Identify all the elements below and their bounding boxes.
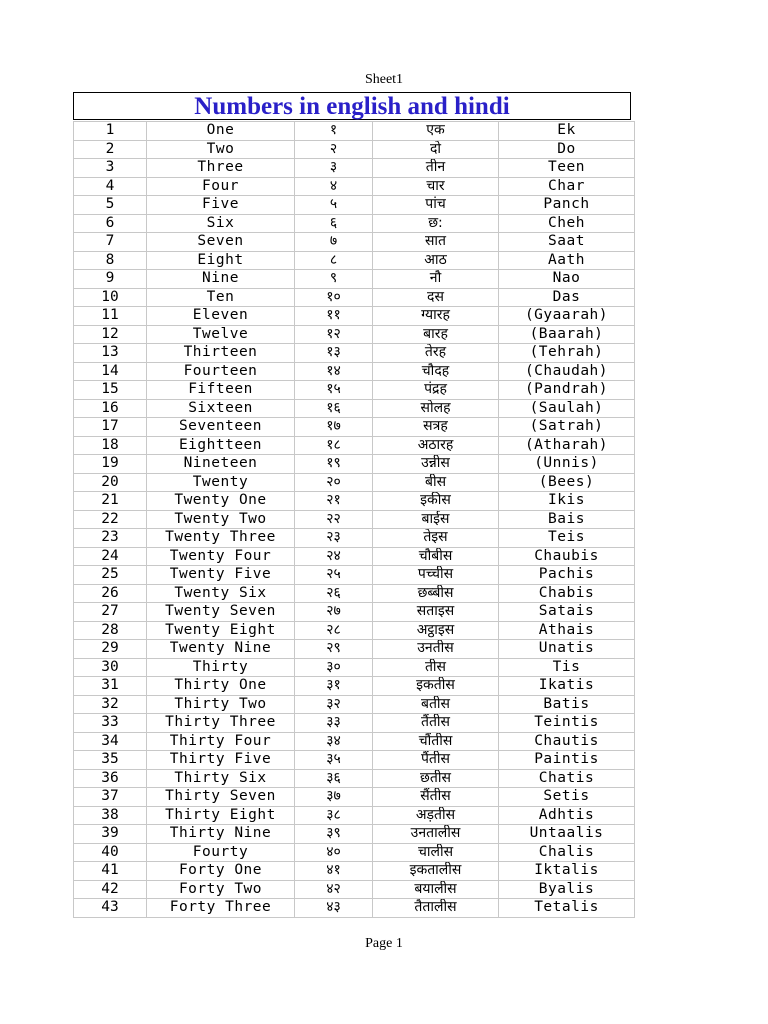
english-word-cell: Thirty Four <box>147 732 295 751</box>
hindi-word-cell: सोलह <box>373 399 499 418</box>
hindi-word-cell: अट्ठाइस <box>373 621 499 640</box>
devanagari-digit-cell: ११ <box>295 307 373 326</box>
table-row <box>74 159 635 178</box>
devanagari-digit-cell: ६ <box>295 214 373 233</box>
english-word-cell: Fourteen <box>147 362 295 381</box>
transliteration-cell: (Baarah) <box>499 325 635 344</box>
english-word-cell: Thirty Seven <box>147 788 295 807</box>
transliteration-cell: Untaalis <box>499 825 635 844</box>
number-cell: 18 <box>74 436 147 455</box>
hindi-word-cell: इकतीस <box>373 677 499 696</box>
transliteration-cell: Pachis <box>499 566 635 585</box>
hindi-word-cell: उनतीस <box>373 640 499 659</box>
table-row <box>74 714 635 733</box>
english-word-cell: Seventeen <box>147 418 295 437</box>
table-row <box>74 362 635 381</box>
hindi-word-cell: दस <box>373 288 499 307</box>
table-row <box>74 381 635 400</box>
table-row <box>74 547 635 566</box>
number-cell: 25 <box>74 566 147 585</box>
transliteration-cell: Setis <box>499 788 635 807</box>
english-word-cell: One <box>147 122 295 141</box>
devanagari-digit-cell: २४ <box>295 547 373 566</box>
number-cell: 2 <box>74 140 147 159</box>
transliteration-cell: (Saulah) <box>499 399 635 418</box>
transliteration-cell: Aath <box>499 251 635 270</box>
transliteration-cell: Unatis <box>499 640 635 659</box>
english-word-cell: Forty Two <box>147 880 295 899</box>
devanagari-digit-cell: १४ <box>295 362 373 381</box>
number-cell: 19 <box>74 455 147 474</box>
number-cell: 20 <box>74 473 147 492</box>
devanagari-digit-cell: १२ <box>295 325 373 344</box>
devanagari-digit-cell: २६ <box>295 584 373 603</box>
transliteration-cell: Tis <box>499 658 635 677</box>
devanagari-digit-cell: २१ <box>295 492 373 511</box>
devanagari-digit-cell: ३२ <box>295 695 373 714</box>
table-row <box>74 695 635 714</box>
english-word-cell: Twenty Eight <box>147 621 295 640</box>
table-row <box>74 658 635 677</box>
number-cell: 24 <box>74 547 147 566</box>
table-row <box>74 751 635 770</box>
transliteration-cell: Chalis <box>499 843 635 862</box>
table-row <box>74 899 635 918</box>
number-cell: 21 <box>74 492 147 511</box>
number-cell: 7 <box>74 233 147 252</box>
number-cell: 27 <box>74 603 147 622</box>
english-word-cell: Twenty Nine <box>147 640 295 659</box>
transliteration-cell: Saat <box>499 233 635 252</box>
english-word-cell: Fifteen <box>147 381 295 400</box>
table-row <box>74 399 635 418</box>
hindi-word-cell: इकतालीस <box>373 862 499 881</box>
transliteration-cell: (Satrah) <box>499 418 635 437</box>
devanagari-digit-cell: ४१ <box>295 862 373 881</box>
table-row <box>74 455 635 474</box>
table-row <box>74 566 635 585</box>
hindi-word-cell: पंद्रह <box>373 381 499 400</box>
transliteration-cell: (Bees) <box>499 473 635 492</box>
devanagari-digit-cell: ३६ <box>295 769 373 788</box>
transliteration-cell: (Atharah) <box>499 436 635 455</box>
devanagari-digit-cell: १५ <box>295 381 373 400</box>
table-row <box>74 640 635 659</box>
transliteration-cell: Char <box>499 177 635 196</box>
transliteration-cell: Adhtis <box>499 806 635 825</box>
transliteration-cell: Do <box>499 140 635 159</box>
table-row <box>74 677 635 696</box>
table-row <box>74 418 635 437</box>
english-word-cell: Nineteen <box>147 455 295 474</box>
devanagari-digit-cell: २५ <box>295 566 373 585</box>
transliteration-cell: Iktalis <box>499 862 635 881</box>
devanagari-digit-cell: ३८ <box>295 806 373 825</box>
number-cell: 16 <box>74 399 147 418</box>
transliteration-cell: Chautis <box>499 732 635 751</box>
hindi-word-cell: नौ <box>373 270 499 289</box>
numbers-table-body <box>74 122 635 918</box>
english-word-cell: Twenty Five <box>147 566 295 585</box>
number-cell: 39 <box>74 825 147 844</box>
number-cell: 23 <box>74 529 147 548</box>
hindi-word-cell: दो <box>373 140 499 159</box>
table-row <box>74 825 635 844</box>
transliteration-cell: Teis <box>499 529 635 548</box>
number-cell: 1 <box>74 122 147 141</box>
transliteration-cell: Panch <box>499 196 635 215</box>
hindi-word-cell: छतीस <box>373 769 499 788</box>
number-cell: 38 <box>74 806 147 825</box>
hindi-word-cell: पैंतीस <box>373 751 499 770</box>
table-row <box>74 214 635 233</box>
devanagari-digit-cell: २२ <box>295 510 373 529</box>
transliteration-cell: Ikatis <box>499 677 635 696</box>
english-word-cell: Thirty Six <box>147 769 295 788</box>
english-word-cell: Six <box>147 214 295 233</box>
hindi-word-cell: अड़तीस <box>373 806 499 825</box>
english-word-cell: Twenty Six <box>147 584 295 603</box>
transliteration-cell: Nao <box>499 270 635 289</box>
hindi-word-cell: एक <box>373 122 499 141</box>
table-row <box>74 196 635 215</box>
hindi-word-cell: तीस <box>373 658 499 677</box>
devanagari-digit-cell: १६ <box>295 399 373 418</box>
english-word-cell: Thirty Nine <box>147 825 295 844</box>
number-cell: 3 <box>74 159 147 178</box>
number-cell: 5 <box>74 196 147 215</box>
number-cell: 6 <box>74 214 147 233</box>
devanagari-digit-cell: २७ <box>295 603 373 622</box>
english-word-cell: Four <box>147 177 295 196</box>
number-cell: 29 <box>74 640 147 659</box>
table-row <box>74 233 635 252</box>
hindi-word-cell: उनतालीस <box>373 825 499 844</box>
table-row <box>74 880 635 899</box>
number-cell: 40 <box>74 843 147 862</box>
english-word-cell: Thirty One <box>147 677 295 696</box>
devanagari-digit-cell: २९ <box>295 640 373 659</box>
hindi-word-cell: तैतालीस <box>373 899 499 918</box>
table-row <box>74 270 635 289</box>
hindi-word-cell: तेइस <box>373 529 499 548</box>
devanagari-digit-cell: ४२ <box>295 880 373 899</box>
table-row <box>74 436 635 455</box>
table-row <box>74 325 635 344</box>
sheet-name: Sheet1 <box>364 72 404 87</box>
number-cell: 13 <box>74 344 147 363</box>
number-cell: 42 <box>74 880 147 899</box>
transliteration-cell: Bais <box>499 510 635 529</box>
devanagari-digit-cell: २० <box>295 473 373 492</box>
hindi-word-cell: चौदह <box>373 362 499 381</box>
hindi-word-cell: आठ <box>373 251 499 270</box>
devanagari-digit-cell: ३१ <box>295 677 373 696</box>
table-row <box>74 177 635 196</box>
english-word-cell: Twenty Two <box>147 510 295 529</box>
hindi-word-cell: पच्चीस <box>373 566 499 585</box>
table-row <box>74 584 635 603</box>
hindi-word-cell: तैंतीस <box>373 714 499 733</box>
number-cell: 30 <box>74 658 147 677</box>
hindi-word-cell: छब्बीस <box>373 584 499 603</box>
number-cell: 22 <box>74 510 147 529</box>
hindi-word-cell: चौंतीस <box>373 732 499 751</box>
table-row <box>74 307 635 326</box>
table-row <box>74 769 635 788</box>
number-cell: 32 <box>74 695 147 714</box>
transliteration-cell: Ek <box>499 122 635 141</box>
number-cell: 8 <box>74 251 147 270</box>
hindi-word-cell: चालीस <box>373 843 499 862</box>
devanagari-digit-cell: ८ <box>295 251 373 270</box>
hindi-word-cell: तेरह <box>373 344 499 363</box>
english-word-cell: Thirty Five <box>147 751 295 770</box>
table-row <box>74 862 635 881</box>
number-cell: 9 <box>74 270 147 289</box>
devanagari-digit-cell: २ <box>295 140 373 159</box>
devanagari-digit-cell: १ <box>295 122 373 141</box>
number-cell: 28 <box>74 621 147 640</box>
english-word-cell: Eightteen <box>147 436 295 455</box>
table-row <box>74 788 635 807</box>
english-word-cell: Forty Three <box>147 899 295 918</box>
transliteration-cell: Ikis <box>499 492 635 511</box>
table-row <box>74 621 635 640</box>
english-word-cell: Eight <box>147 251 295 270</box>
english-word-cell: Twenty One <box>147 492 295 511</box>
devanagari-digit-cell: २८ <box>295 621 373 640</box>
devanagari-digit-cell: ९ <box>295 270 373 289</box>
devanagari-digit-cell: १८ <box>295 436 373 455</box>
number-cell: 26 <box>74 584 147 603</box>
english-word-cell: Thirty <box>147 658 295 677</box>
english-word-cell: Two <box>147 140 295 159</box>
hindi-word-cell: बारह <box>373 325 499 344</box>
english-word-cell: Seven <box>147 233 295 252</box>
devanagari-digit-cell: २३ <box>295 529 373 548</box>
english-word-cell: Twelve <box>147 325 295 344</box>
english-word-cell: Thirty Two <box>147 695 295 714</box>
devanagari-digit-cell: ३ <box>295 159 373 178</box>
hindi-word-cell: चौबीस <box>373 547 499 566</box>
transliteration-cell: Athais <box>499 621 635 640</box>
number-cell: 11 <box>74 307 147 326</box>
table-row <box>74 140 635 159</box>
number-cell: 37 <box>74 788 147 807</box>
devanagari-digit-cell: ३३ <box>295 714 373 733</box>
transliteration-cell: (Gyaarah) <box>499 307 635 326</box>
number-cell: 34 <box>74 732 147 751</box>
table-title: Numbers in english and hindi <box>73 92 631 120</box>
table-row <box>74 473 635 492</box>
transliteration-cell: (Pandrah) <box>499 381 635 400</box>
table-row <box>74 288 635 307</box>
hindi-word-cell: पांच <box>373 196 499 215</box>
hindi-word-cell: सताइस <box>373 603 499 622</box>
numbers-table <box>73 121 635 918</box>
devanagari-digit-cell: ३५ <box>295 751 373 770</box>
english-word-cell: Forty One <box>147 862 295 881</box>
transliteration-cell: Chabis <box>499 584 635 603</box>
transliteration-cell: Paintis <box>499 751 635 770</box>
english-word-cell: Nine <box>147 270 295 289</box>
hindi-word-cell: बतीस <box>373 695 499 714</box>
table-row <box>74 510 635 529</box>
transliteration-cell: Chatis <box>499 769 635 788</box>
devanagari-digit-cell: ४ <box>295 177 373 196</box>
number-cell: 33 <box>74 714 147 733</box>
english-word-cell: Thirty Eight <box>147 806 295 825</box>
hindi-word-cell: अठारह <box>373 436 499 455</box>
number-cell: 10 <box>74 288 147 307</box>
devanagari-digit-cell: ३७ <box>295 788 373 807</box>
english-word-cell: Twenty Four <box>147 547 295 566</box>
english-word-cell: Five <box>147 196 295 215</box>
english-word-cell: Thirteen <box>147 344 295 363</box>
transliteration-cell: Das <box>499 288 635 307</box>
transliteration-cell: Teen <box>499 159 635 178</box>
english-word-cell: Ten <box>147 288 295 307</box>
transliteration-cell: Teintis <box>499 714 635 733</box>
transliteration-cell: (Chaudah) <box>499 362 635 381</box>
page-footer: Page 1 <box>365 936 403 951</box>
table-row <box>74 122 635 141</box>
devanagari-digit-cell: ३९ <box>295 825 373 844</box>
number-cell: 14 <box>74 362 147 381</box>
devanagari-digit-cell: ७ <box>295 233 373 252</box>
hindi-word-cell: तीन <box>373 159 499 178</box>
number-cell: 4 <box>74 177 147 196</box>
devanagari-digit-cell: ४३ <box>295 899 373 918</box>
hindi-word-cell: ग्यारह <box>373 307 499 326</box>
hindi-word-cell: चार <box>373 177 499 196</box>
english-word-cell: Eleven <box>147 307 295 326</box>
transliteration-cell: Tetalis <box>499 899 635 918</box>
transliteration-cell: Cheh <box>499 214 635 233</box>
devanagari-digit-cell: ५ <box>295 196 373 215</box>
transliteration-cell: Byalis <box>499 880 635 899</box>
number-cell: 15 <box>74 381 147 400</box>
table-row <box>74 492 635 511</box>
devanagari-digit-cell: ३४ <box>295 732 373 751</box>
table-row <box>74 603 635 622</box>
hindi-word-cell: सैंतीस <box>373 788 499 807</box>
transliteration-cell: Satais <box>499 603 635 622</box>
transliteration-cell: (Tehrah) <box>499 344 635 363</box>
hindi-word-cell: इकीस <box>373 492 499 511</box>
number-cell: 31 <box>74 677 147 696</box>
devanagari-digit-cell: १० <box>295 288 373 307</box>
transliteration-cell: Batis <box>499 695 635 714</box>
english-word-cell: Thirty Three <box>147 714 295 733</box>
hindi-word-cell: छ: <box>373 214 499 233</box>
table-row <box>74 806 635 825</box>
english-word-cell: Twenty <box>147 473 295 492</box>
english-word-cell: Twenty Three <box>147 529 295 548</box>
number-cell: 35 <box>74 751 147 770</box>
table-row <box>74 344 635 363</box>
transliteration-cell: (Unnis) <box>499 455 635 474</box>
hindi-word-cell: बाईस <box>373 510 499 529</box>
hindi-word-cell: सत्रह <box>373 418 499 437</box>
hindi-word-cell: बीस <box>373 473 499 492</box>
table-row <box>74 843 635 862</box>
hindi-word-cell: सात <box>373 233 499 252</box>
english-word-cell: Fourty <box>147 843 295 862</box>
devanagari-digit-cell: १३ <box>295 344 373 363</box>
hindi-word-cell: उन्नीस <box>373 455 499 474</box>
transliteration-cell: Chaubis <box>499 547 635 566</box>
table-row <box>74 529 635 548</box>
number-cell: 36 <box>74 769 147 788</box>
devanagari-digit-cell: १९ <box>295 455 373 474</box>
table-row <box>74 732 635 751</box>
number-cell: 12 <box>74 325 147 344</box>
english-word-cell: Twenty Seven <box>147 603 295 622</box>
devanagari-digit-cell: १७ <box>295 418 373 437</box>
number-cell: 17 <box>74 418 147 437</box>
hindi-word-cell: बयालीस <box>373 880 499 899</box>
english-word-cell: Three <box>147 159 295 178</box>
number-cell: 41 <box>74 862 147 881</box>
number-cell: 43 <box>74 899 147 918</box>
table-row <box>74 251 635 270</box>
devanagari-digit-cell: ४० <box>295 843 373 862</box>
devanagari-digit-cell: ३० <box>295 658 373 677</box>
english-word-cell: Sixteen <box>147 399 295 418</box>
